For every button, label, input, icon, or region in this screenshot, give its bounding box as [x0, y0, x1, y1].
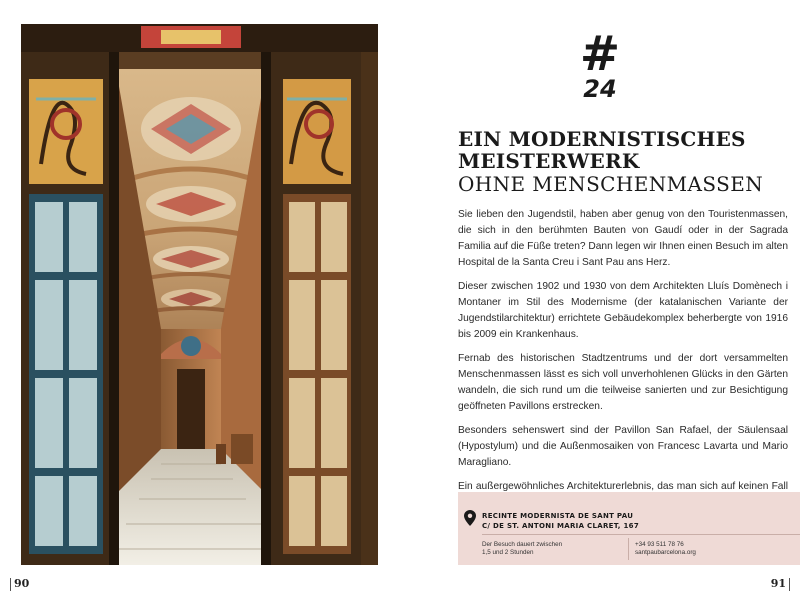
hash-symbol: #	[579, 26, 621, 82]
website-link[interactable]: santpaubarcelona.org	[635, 549, 696, 556]
paragraph: Besonders sehenswert sind der Pavillon San Rafael, der Säulensaal (Hypostylum) und die Außenmosaiken von Francesc Lavarta und Mario Maragliano.	[458, 425, 788, 468]
visit-duration	[482, 541, 612, 557]
article-title	[458, 128, 788, 196]
address-line-1: RECINTE MODERNISTA DE SANT PAU	[482, 512, 634, 520]
right-page	[400, 0, 800, 593]
article-body	[458, 207, 788, 519]
contact-info	[635, 541, 785, 557]
address-line-2: C/ DE ST. ANTONI MARIA CLARET, 167	[482, 522, 640, 530]
title-line-3: OHNE MENSCHENMASSEN	[458, 172, 764, 196]
duration-line-2: 1,5 und 2 Stunden	[482, 549, 534, 556]
paragraph: Ein außergewöhnliches Architekturerlebnis, das man sich auf keinen Fall	[458, 481, 788, 492]
location-pin-icon	[464, 510, 476, 526]
info-vertical-divider	[628, 538, 629, 560]
title-line-1: EIN MODERNISTISCHES	[458, 127, 746, 151]
hospital-corridor-photo	[21, 24, 378, 565]
paragraph: Sie lieben den Jugendstil, haben aber genug von den Touristenmassen, die sich in den berühmten Bauten von Gaudí oder in der Sagrada Familia auf die Füße treten? Dann legen wir Ihnen einen Besuch im alten Hospital de la Santa Creu i Sant Pau ans Herz.	[458, 209, 788, 268]
page-number-left: 90	[14, 577, 30, 590]
entry-number-badge	[577, 26, 623, 104]
title-line-2: MEISTERWERK	[458, 149, 640, 173]
info-box	[458, 492, 800, 565]
paragraph: Dieser zwischen 1902 und 1930 von dem Architekten Lluís Domènech i Montaner im Stil des Modernisme (der katalanischen Variante der Jugendstilarchitektur) errichtete Gebäudekomplex beherbergte von 1916 bis 2009 ein Krankenhaus.	[458, 281, 788, 340]
entry-number: 24	[583, 75, 617, 103]
paragraph: Fernab des historischen Stadtzentrums und der dort versammelten Menschenmassen lässt es sich voll unverhohlenen Glücks in den Gärten wandeln, die sich rund um die teilweise sanierten und zur Besichtigung geöffneten Pavillons erstrecken.	[458, 353, 788, 412]
info-divider	[482, 534, 800, 535]
page-number-right: 91	[770, 577, 786, 590]
phone-number: +34 93 511 78 76	[635, 541, 684, 548]
address	[482, 511, 782, 531]
duration-line-1: Der Besuch dauert zwischen	[482, 541, 563, 548]
